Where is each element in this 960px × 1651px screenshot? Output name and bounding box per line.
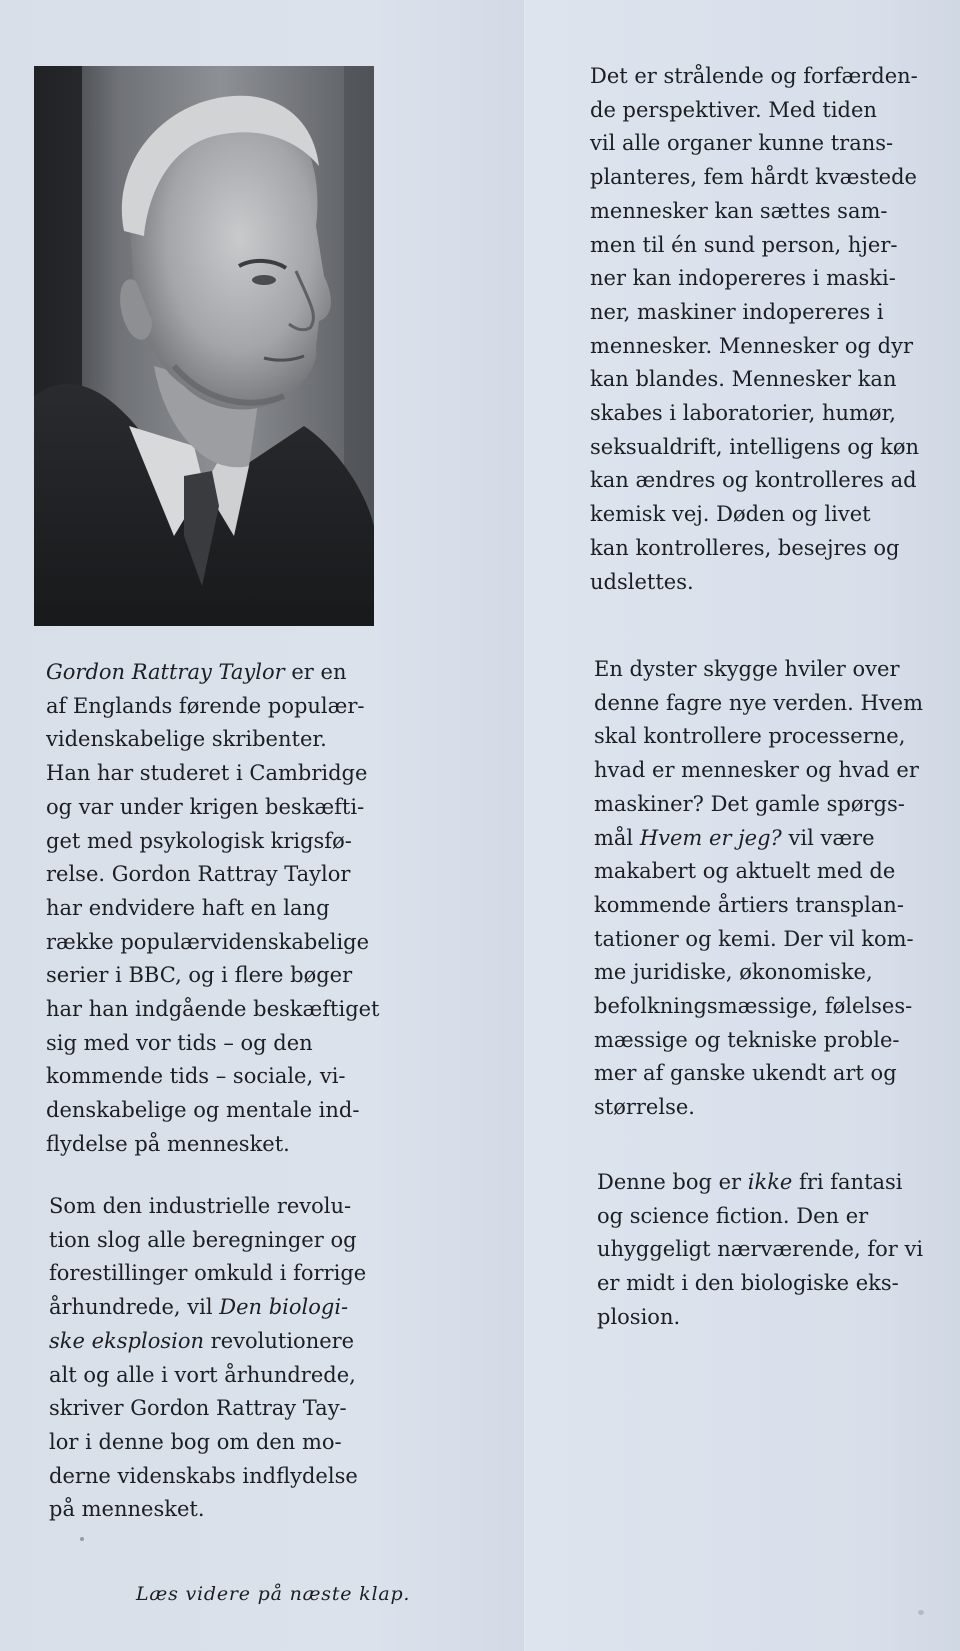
text-line [597,1301,923,1335]
line-text: alt og alle i vort århundrede, [49,1362,356,1387]
text-line [590,532,919,566]
flap-fold [523,0,526,1651]
text-line [46,690,380,724]
text-line [590,363,919,397]
text-line [46,858,380,892]
line-text: revolutionere [204,1328,355,1353]
text-line [46,1027,380,1061]
line-text: lor i denne bog om den mo- [49,1429,342,1454]
book-summary [49,1190,366,1527]
italic-text: Den biologi- [219,1295,349,1320]
line-text: sig med vor tids – og den [46,1030,313,1055]
text-line [594,1024,923,1058]
text-line [590,94,919,128]
line-text: kommende årtiers transplan- [594,892,904,917]
text-line [590,464,919,498]
text-line [590,498,919,532]
text-line [590,195,919,229]
line-text: men til én sund person, hjer- [590,232,898,257]
text-line [597,1200,923,1234]
text-line [590,161,919,195]
line-text: på mennesket. [49,1497,205,1522]
line-text: de perspektiver. Med tiden [590,97,877,122]
text-line [594,687,923,721]
text-line [46,993,380,1027]
line-text: denne fagre nye verden. Hvem [594,690,923,715]
line-text: mennesker kan sættes sam- [590,198,888,223]
line-text: og var under krigen beskæfti- [46,794,365,819]
line-text: tationer og kemi. Der vil kom- [594,926,914,951]
text-line [594,990,923,1024]
text-line [49,1224,366,1258]
line-text: kan ændres og kontrolleres ad [590,468,917,493]
line-text: skabes i laboratorier, humør, [590,401,896,426]
text-line [49,1493,366,1527]
text-line [46,825,380,859]
text-line [594,788,923,822]
line-text: ner, maskiner indopereres i [590,299,884,324]
italic-text: Hvem er jeg? [639,825,782,850]
line-text: række populærvidenskabelige [46,929,370,954]
text-line [46,791,380,825]
italic-text: ikke [747,1170,793,1194]
text-line [590,229,919,263]
text-line [46,723,380,757]
line-text: Det er strålende og forfærden- [590,64,918,88]
text-line [46,892,380,926]
line-text: En dyster skygge hviler over [594,657,900,681]
line-text: mer af ganske ukendt art og [594,1061,897,1086]
line-text: mål [594,825,640,850]
line-text: har han indgående beskæftiget [46,997,380,1022]
line-text: Han har studeret i Cambridge [46,761,368,786]
text-line [49,1325,366,1359]
text-line [49,1291,366,1325]
author-portrait [34,66,374,626]
line-text: er midt i den biologiske eks- [597,1271,899,1296]
right-paragraph-3 [597,1166,923,1335]
text-line [46,926,380,960]
line-text: makabert og aktuelt med de [594,859,896,884]
line-text: seksualdrift, intelligens og køn [590,434,919,459]
line-text: get med psykologisk krigsfø- [46,828,352,853]
line-text: kemisk vej. Døden og livet [590,502,871,527]
line-text: me juridiske, økonomiske, [594,960,873,985]
text-line [594,855,923,889]
line-text: forestillinger omkuld i forrige [49,1261,367,1286]
text-line [49,1257,366,1291]
line-text: er en [284,660,347,684]
text-line [597,1166,923,1200]
text-line [46,1128,380,1162]
text-line [594,1091,923,1125]
text-line [49,1460,366,1494]
text-line [594,1057,923,1091]
line-text: kan kontrolleres, besejres og [590,535,900,560]
text-line [597,1267,923,1301]
line-text: hvad er mennesker og hvad er [594,758,919,783]
line-text: vil være [781,825,875,850]
author-portrait-icon [34,66,374,626]
line-text: denskabelige og mentale ind- [46,1098,360,1123]
text-line [594,956,923,990]
text-line [594,822,923,856]
line-text: vil alle organer kunne trans- [590,131,894,156]
text-line [590,330,919,364]
text-line [594,754,923,788]
italic-text: Gordon Rattray Taylor [46,660,285,684]
text-line [590,397,919,431]
text-line [49,1190,366,1224]
text-line [590,262,919,296]
line-text: størrelse. [594,1095,695,1120]
right-paragraph-1 [590,60,919,599]
italic-text: ske eksplosion [49,1328,204,1353]
line-text: århundrede, vil [49,1295,220,1320]
line-text: Som den industrielle revolu- [49,1194,352,1218]
line-text: befolkningsmæssige, følelses- [594,994,913,1019]
paper-speck [80,1537,84,1541]
line-text: uhyggeligt nærværende, for vi [597,1237,924,1262]
line-text: tion slog alle beregninger og [49,1227,357,1252]
text-line [594,720,923,754]
author-bio [46,656,380,1162]
text-line [590,127,919,161]
line-text: derne videnskabs indflydelse [49,1463,358,1488]
line-text: fri fantasi [792,1170,903,1194]
line-text: har endvidere haft en lang [46,895,330,920]
line-text: skal kontrollere processerne, [594,724,906,749]
line-text: og science fiction. Den er [597,1203,869,1228]
text-line [49,1426,366,1460]
text-line [590,296,919,330]
line-text: relse. Gordon Rattray Taylor [46,862,351,887]
text-line [46,1094,380,1128]
text-line [590,566,919,600]
text-line [590,431,919,465]
text-line [46,757,380,791]
line-text: serier i BBC, og i flere bøger [46,963,353,988]
continue-note: Læs videre på næste klap. [136,1583,411,1605]
text-line [590,60,919,94]
line-text: Denne bog er [597,1170,748,1194]
text-line [597,1233,923,1267]
text-line [46,656,380,690]
line-text: flydelse på mennesket. [46,1131,290,1156]
line-text: mennesker. Mennesker og dyr [590,333,913,358]
text-line [594,889,923,923]
line-text: skriver Gordon Rattray Tay- [49,1396,347,1421]
text-line [46,959,380,993]
text-line [49,1359,366,1393]
line-text: udslettes. [590,569,694,594]
right-paragraph-2 [594,653,923,1125]
text-line [594,653,923,687]
line-text: mæssige og tekniske proble- [594,1027,900,1052]
line-text: planteres, fem hårdt kvæstede [590,165,917,190]
line-text: plosion. [597,1304,681,1329]
line-text: videnskabelige skribenter. [46,727,327,752]
line-text: maskiner? Det gamle spørgs- [594,791,905,816]
text-line [49,1392,366,1426]
line-text: ner kan indopereres i maski- [590,266,896,291]
line-text: kan blandes. Mennesker kan [590,367,897,392]
paper-speck [918,1610,924,1615]
line-text: kommende tids – sociale, vi- [46,1064,346,1089]
text-line [46,1060,380,1094]
line-text: af Englands førende populær- [46,693,365,718]
text-line [594,923,923,957]
